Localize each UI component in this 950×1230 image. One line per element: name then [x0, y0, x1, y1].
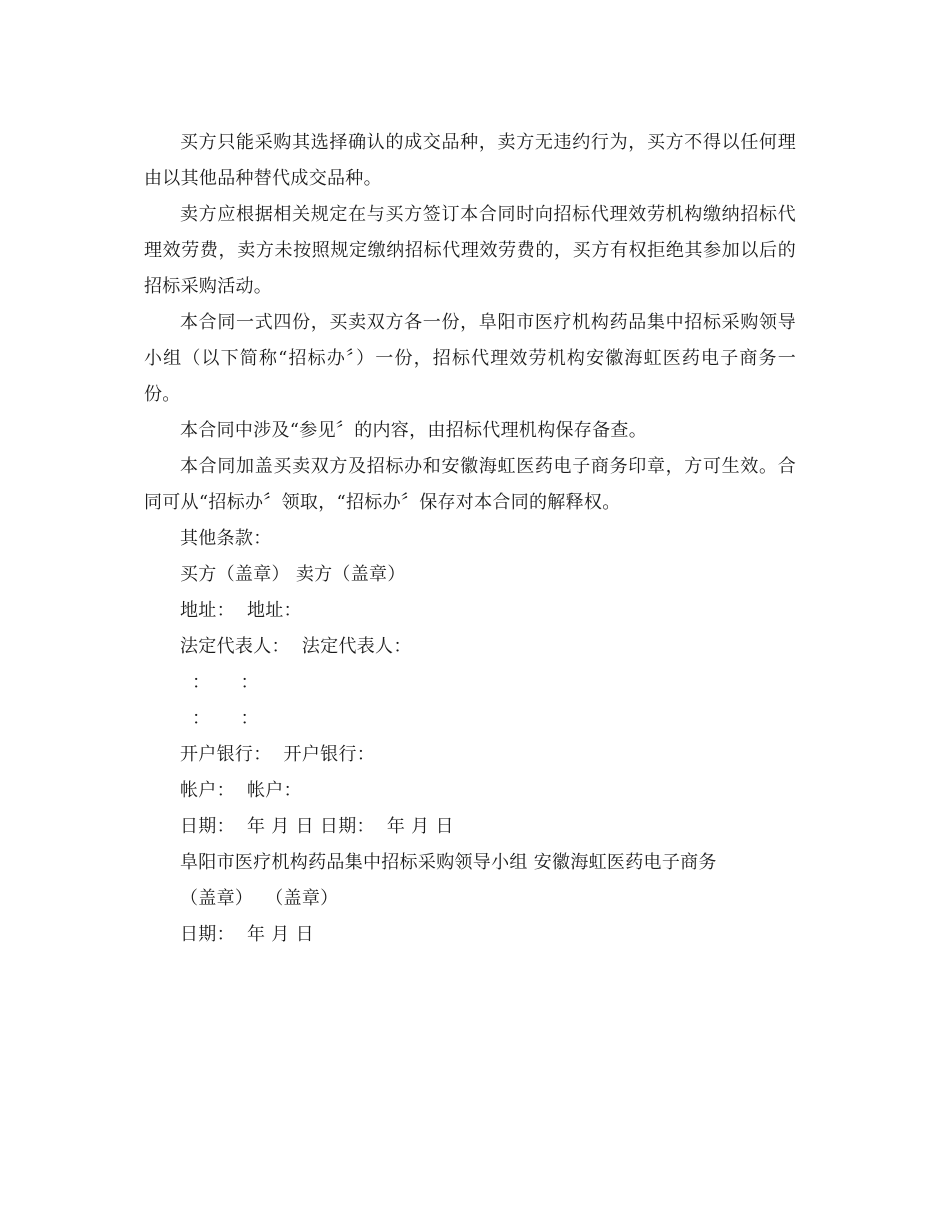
- signature-seal-line: 买方（盖章） 卖方（盖章）: [180, 564, 406, 585]
- address-line: 地址： 地址：: [180, 600, 302, 621]
- paragraph-effectiveness: 本合同加盖买卖双方及招标办和安徽海虹医药电子商务印章，方可生效。合同可从“招标办〞领取，“招标办〞保存对本合同的解释权。: [144, 456, 796, 513]
- paragraph-agency-fee: 卖方应根据相关规定在与买方签订本合同时向招标代理效劳机构缴纳招标代理效劳费，卖方未按照规定缴纳招标代理效劳费的，买方有权拒绝其参加以后的招标采购活动。: [144, 204, 796, 297]
- paragraph-copies: 本合同一式四份，买卖双方各一份，阜阳市医疗机构药品集中招标采购领导小组（以下简称“招标办〞）一份，招标代理效劳机构安徽海虹医药电子商务一份。: [144, 312, 796, 405]
- blank-field-line-1: ： ：: [180, 672, 259, 693]
- date-line: 日期： 年 月 日 日期： 年 月 日: [180, 816, 454, 837]
- document-body: [144, 125, 796, 953]
- other-terms-label: 其他条款：: [180, 528, 272, 549]
- final-date-line: 日期： 年 月 日: [180, 924, 314, 945]
- bank-line: 开户银行： 开户银行：: [180, 744, 376, 765]
- paragraph-buyer-selection: 买方只能采购其选择确认的成交品种，卖方无违约行为，买方不得以任何理由以其他品种替代成交品种。: [144, 132, 796, 189]
- organization-line: 阜阳市医疗机构药品集中招标采购领导小组 安徽海虹医药电子商务: [180, 852, 717, 873]
- blank-field-line-2: ： ：: [180, 708, 259, 729]
- paragraph-reference-records: 本合同中涉及“参见〞的内容，由招标代理机构保存备查。: [180, 420, 647, 441]
- organization-seal-line: （盖章） （盖章）: [180, 888, 339, 909]
- legal-representative-line: 法定代表人： 法定代表人：: [180, 636, 412, 657]
- account-line: 帐户： 帐户：: [180, 780, 302, 801]
